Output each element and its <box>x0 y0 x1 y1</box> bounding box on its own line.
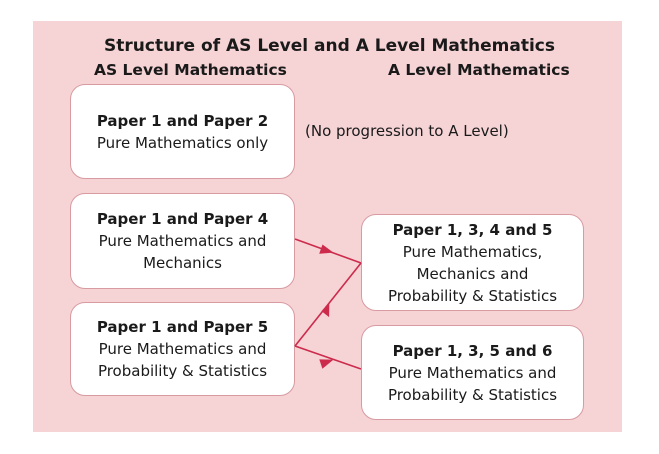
box-line: Pure Mathematics and <box>98 232 267 250</box>
arrowhead-icon <box>319 245 333 254</box>
box-line: Probability & Statistics <box>387 385 558 404</box>
arrowhead-icon <box>319 359 333 368</box>
box-heading: Paper 1, 3, 4 and 5 <box>392 220 553 239</box>
box-line: Pure Mathematics and <box>98 340 267 358</box>
box-heading: Paper 1, 3, 5 and 6 <box>392 341 553 360</box>
arrowhead-icon <box>322 303 330 317</box>
arrow-paper5-to-a2 <box>295 346 361 369</box>
box-heading: Paper 1 and Paper 2 <box>96 111 269 130</box>
a-level-column-heading: A Level Mathematics <box>388 61 570 79</box>
box-line: Mechanics and <box>416 264 529 283</box>
diagram-title: Structure of AS Level and A Level Mathematics <box>104 36 555 56</box>
box-line: Pure Mathematics, <box>402 242 543 261</box>
box-line: Probability & Statistics <box>97 362 268 380</box>
box-line: Pure Mathematics only <box>96 133 269 152</box>
box-line: Mechanics <box>143 254 222 272</box>
box-line: Probability & Statistics <box>387 286 558 305</box>
box-line: Pure Mathematics and <box>388 363 557 382</box>
no-progression-note: (No progression to A Level) <box>305 122 509 140</box>
as-level-column-heading: AS Level Mathematics <box>94 61 287 79</box>
box-heading: Paper 1 and Paper 4 <box>96 210 269 228</box>
box-heading: Paper 1 and Paper 5 <box>96 318 269 336</box>
